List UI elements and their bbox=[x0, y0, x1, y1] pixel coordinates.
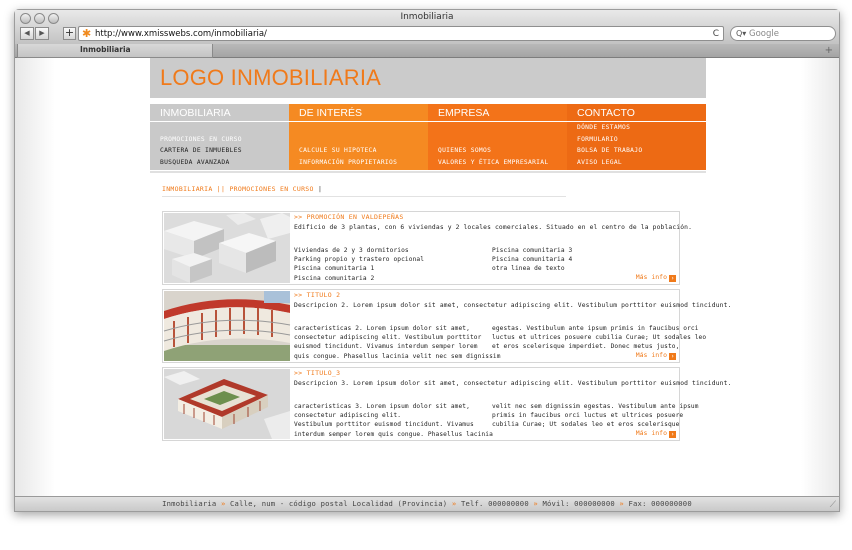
more-info-label[interactable]: Más info bbox=[635, 351, 667, 359]
listing-description-2: Descripcion 2. Lorem ipsum dolor sit amet, consectetur adipiscing elit. Vestibulum porttitor euismod tincidunt. bbox=[294, 302, 732, 309]
tab-inmobiliaria[interactable]: Inmobiliaria bbox=[17, 44, 213, 58]
search-input[interactable] bbox=[730, 26, 836, 41]
feature-line: Parking propio y trastero opcional bbox=[294, 256, 425, 264]
feature-line: Piscina comunitaria 3 bbox=[492, 247, 573, 254]
listing-card-2 bbox=[162, 289, 732, 363]
arrow-right-icon: › bbox=[670, 431, 675, 438]
footer-mobile: Móvil: 000000000 bbox=[542, 499, 615, 508]
menu-item-busqueda[interactable]: BUSQUEDA AVANZADA bbox=[160, 158, 230, 166]
reload-icon[interactable]: C bbox=[712, 29, 719, 39]
arrow-right-icon: › bbox=[670, 275, 675, 282]
footer-separator: » bbox=[533, 499, 538, 508]
page-viewport bbox=[15, 58, 839, 498]
menu-column-inmobiliaria bbox=[150, 104, 289, 170]
breadcrumb-inmobiliaria[interactable]: INMOBILIARIA bbox=[162, 185, 213, 193]
listing-photo-2[interactable] bbox=[164, 291, 290, 361]
feature-line: quis congue. Phasellus lacinia velit nec sem dignissim bbox=[294, 352, 501, 360]
listing-features-right-1 bbox=[492, 246, 680, 274]
feature-line: primis in faucibus orci luctus et ultrices posuere bbox=[492, 412, 684, 420]
feature-line: interdum semper lorem quis congue. Phasellus lacinia bbox=[294, 430, 493, 438]
breadcrumb-promociones[interactable]: PROMOCIONES EN CURSO bbox=[229, 185, 314, 193]
listing-photo-3[interactable] bbox=[164, 369, 290, 439]
breadcrumb-trail: | bbox=[317, 185, 323, 193]
breadcrumb-divider bbox=[162, 196, 566, 197]
more-info-link-3[interactable] bbox=[636, 429, 676, 438]
footer-phone: Telf. 000000000 bbox=[460, 499, 529, 508]
web-page bbox=[150, 58, 732, 498]
menu-column-interes bbox=[289, 104, 428, 170]
add-bookmark-button[interactable]: + bbox=[64, 26, 75, 39]
feature-line: consectetur adipiscing elit. bbox=[294, 412, 402, 420]
rss-icon: ✱ bbox=[82, 27, 92, 40]
address-bar[interactable] bbox=[78, 26, 724, 41]
status-bar bbox=[15, 496, 839, 511]
back-button[interactable]: ◀ bbox=[20, 27, 34, 40]
url-text[interactable]: http://www.xmisswebs.com/inmobiliaria/ bbox=[95, 29, 267, 39]
menu-item-hipoteca[interactable]: CALCULE SU HIPOTECA bbox=[299, 147, 377, 154]
breadcrumb-separator: || bbox=[216, 185, 226, 193]
menu-item-promociones[interactable]: PROMOCIONES EN CURSO bbox=[160, 135, 242, 143]
more-info-link-1[interactable] bbox=[636, 273, 676, 282]
forward-button[interactable]: ▶ bbox=[35, 27, 49, 40]
resize-grip-icon[interactable]: ⟋ bbox=[829, 500, 836, 510]
footer-separator: » bbox=[619, 499, 624, 508]
tab-bar bbox=[15, 44, 839, 58]
menu-item-donde[interactable]: DÓNDE ESTAMOS bbox=[577, 124, 631, 131]
feature-line: euismod tincidunt. Vivamus interdum semper lorem bbox=[294, 343, 478, 351]
menu-column-empresa bbox=[428, 104, 567, 170]
menu-item-valores[interactable]: VALORES Y ÉTICA EMPRESARIAL bbox=[438, 158, 549, 166]
feature-line: Viviendas de 2 y 3 dormitorios bbox=[294, 247, 409, 254]
menu-item-quienes[interactable]: QUIENES SOMOS bbox=[438, 147, 492, 154]
feature-line: caracteristicas 2. Lorem ipsum dolor sit amet, bbox=[294, 325, 470, 332]
menu-head-inmobiliaria[interactable]: INMOBILIARIA bbox=[150, 104, 289, 122]
listing-features-right-2 bbox=[492, 324, 707, 352]
feature-line: et eros scelerisque imperdiet. Donec metus justo, bbox=[492, 343, 680, 351]
search-placeholder: Google bbox=[749, 29, 779, 39]
title-bar bbox=[15, 10, 839, 56]
site-footer bbox=[15, 498, 839, 510]
listing-features-right-3 bbox=[492, 402, 699, 430]
feature-line: Piscina comunitaria 2 bbox=[294, 274, 375, 282]
feature-line: Piscina comunitaria 4 bbox=[492, 256, 573, 264]
new-tab-button[interactable]: + bbox=[824, 45, 833, 56]
footer-fax: Fax: 000000000 bbox=[628, 499, 692, 508]
site-logo[interactable]: LOGO INMOBILIARIA bbox=[160, 65, 382, 90]
listing-description-3: Descripcion 3. Lorem ipsum dolor sit amet, consectetur adipiscing elit. Vestibulum porttitor euismod tincidunt. bbox=[294, 380, 732, 387]
menu-item-propietarios[interactable]: INFORMACIÓN PROPIETARIOS bbox=[299, 158, 398, 166]
feature-line: velit nec sem dignissim egestas. Vestibulum ante ipsum bbox=[492, 403, 699, 410]
arrow-right-icon: › bbox=[670, 353, 675, 360]
menu-column-contacto bbox=[567, 104, 706, 170]
listing-features-left-2 bbox=[294, 324, 501, 361]
footer-separator: » bbox=[220, 499, 226, 508]
menu-item-bolsa[interactable]: BOLSA DE TRABAJO bbox=[577, 147, 643, 154]
window-title: Inmobiliaria bbox=[400, 12, 454, 22]
listing-title-3[interactable]: >> TITULO_3 bbox=[294, 369, 341, 377]
more-info-label[interactable]: Más info bbox=[635, 273, 667, 281]
footer-separator: » bbox=[451, 499, 457, 508]
listing-card-1 bbox=[162, 211, 693, 285]
browser-window bbox=[14, 9, 840, 512]
feature-line: egestas. Vestibulum ante ipsum primis in faucibus orci bbox=[492, 325, 699, 332]
header-band bbox=[150, 58, 706, 98]
feature-line: luctus et ultrices posuere cubilia Curae; Ut sodales leo bbox=[492, 334, 707, 342]
more-info-label[interactable]: Más info bbox=[635, 429, 667, 437]
listing-title-2[interactable]: >> TITULO 2 bbox=[294, 291, 341, 299]
search-icon[interactable]: Q▾ bbox=[736, 29, 747, 38]
footer-name: Inmobiliaria bbox=[162, 499, 217, 508]
breadcrumb bbox=[162, 185, 322, 193]
listing-photo-1[interactable] bbox=[164, 213, 290, 283]
footer-address: Calle, num - código postal Localidad (Provincia) bbox=[230, 499, 448, 508]
main-menu bbox=[150, 104, 706, 170]
menu-head-empresa[interactable]: EMPRESA bbox=[428, 104, 567, 122]
feature-line: consectetur adipiscing elit. Vestibulum porttitor bbox=[294, 334, 482, 342]
listing-features-left-1 bbox=[294, 246, 482, 283]
feature-line: cubilia Curae; Ut sodales leo et eros scelerisque bbox=[492, 421, 680, 429]
feature-line: Vestibulum porttitor euismod tincidunt. Vivamus bbox=[294, 421, 474, 429]
menu-item-formulario[interactable]: FORMULARIO bbox=[577, 135, 618, 143]
listing-title-1[interactable]: >> PROMOCIÓN EN VALDEPEÑAS bbox=[294, 213, 404, 221]
menu-item-aviso[interactable]: AVISO LEGAL bbox=[577, 158, 623, 166]
feature-line: Piscina comunitaria 1 bbox=[294, 265, 375, 273]
menu-head-interes[interactable]: DE INTERÉS bbox=[289, 104, 428, 122]
listing-card-3 bbox=[162, 367, 732, 441]
feature-line: caracteristicas 3. Lorem ipsum dolor sit amet, bbox=[294, 403, 470, 410]
menu-divider bbox=[150, 171, 706, 173]
listing-features-left-3 bbox=[294, 402, 493, 439]
feature-line: otra linea de texto bbox=[492, 265, 565, 273]
menu-head-contacto[interactable]: CONTACTO bbox=[567, 104, 706, 122]
more-info-link-2[interactable] bbox=[636, 351, 676, 360]
menu-item-cartera[interactable]: CARTERA DE INMUEBLES bbox=[160, 147, 242, 154]
listing-description-1: Edificio de 3 plantas, con 6 viviendas y 2 locales comerciales. Situado en el centro de la población. bbox=[294, 224, 693, 231]
